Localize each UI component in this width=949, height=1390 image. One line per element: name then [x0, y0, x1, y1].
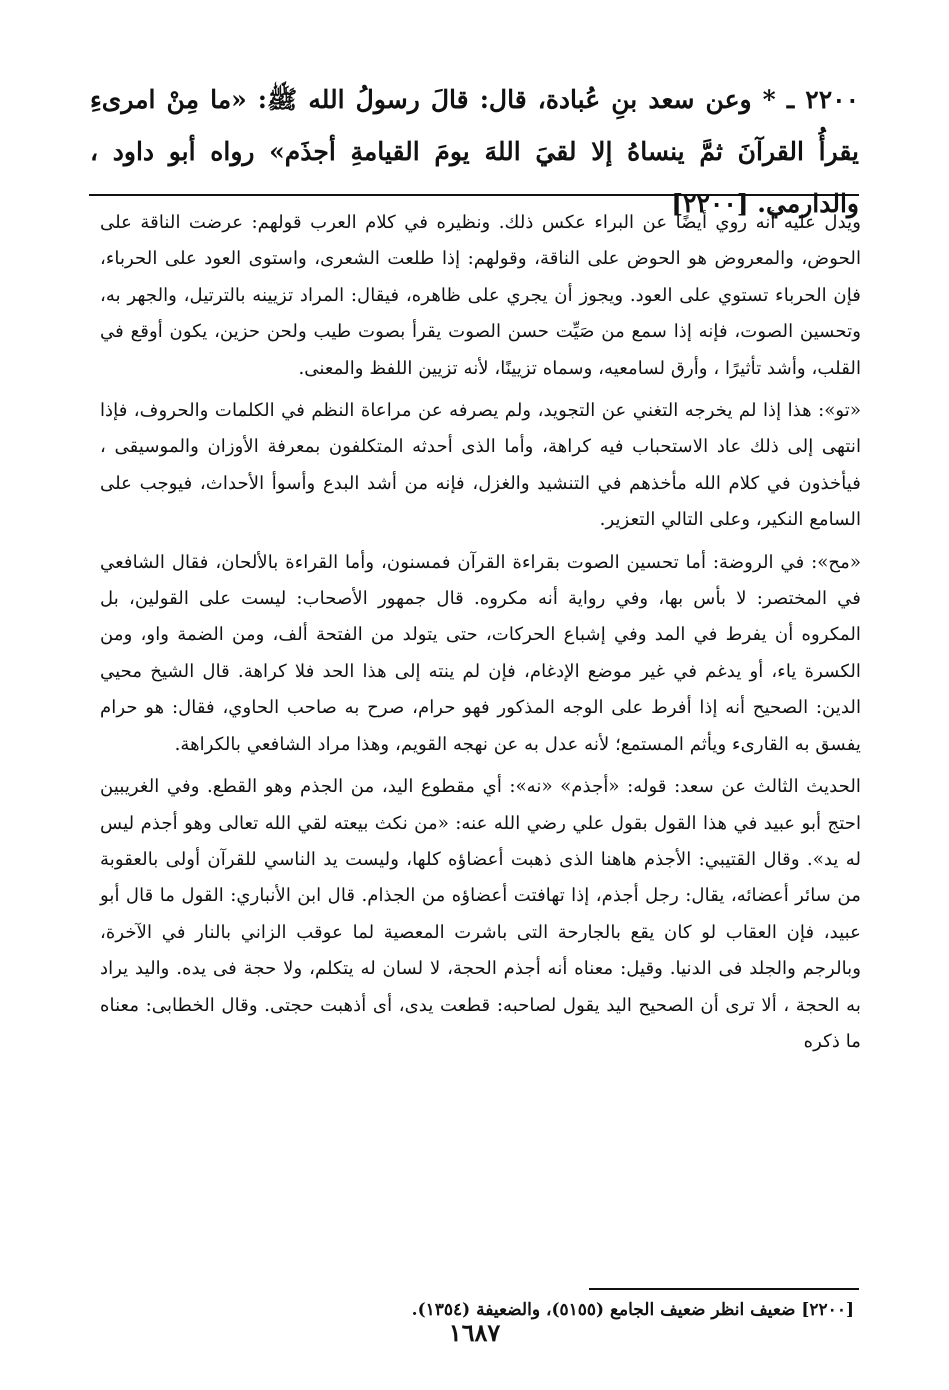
top-divider [89, 194, 859, 196]
footnote-divider [589, 1288, 859, 1290]
footnote: [٢٢٠٠] ضعيف انظر ضعيف الجامع (٥١٥٥)، والضعيفة (١٣٥٤). [411, 1300, 854, 1320]
hadith-text: ٢٢٠٠ ـ * وعن سعد بنِ عُبادة، قال: قالَ رسولُ الله ﷺ: «ما مِنْ امرىءِ يقرأُ القرآنَ ثمَّ ينساهُ إلا لقيَ اللهَ يومَ القيامةِ أجذَم» رواه أبو داود ، والدارمي. [٢٢٠٠] [90, 85, 859, 218]
commentary-paragraph-1: ويدل عليه أنه روي أيضًا عن البراء عكس ذلك. ونظيره في كلام العرب قولهم: عرضت الناقة على الحوض، والمعروض هو الحوض على الناقة، وقولهم: إذا طلعت الشعرى، واستوى العود على الحرباء، فإن الحرباء تستوي على العود. ويجوز أن يجري على ظاهره، فيقال: المراد تزيينه بالترتيل، والجهر به، وتحسين الصوت، فإنه إذا سمع من صَيِّت حسن الصوت يقرأ بصوت طيب ولحن حزين، يكون أوقع في القلب، وأشد تأثيرًا ، وأرق لسامعيه، وسماه تزيينًا، لأنه تزيين اللفظ والمعنى. [100, 212, 861, 379]
commentary-paragraph-3: «مح»: في الروضة: أما تحسين الصوت بقراءة القرآن فمسنون، وأما القراءة بالألحان، فقال الشافعي في المختصر: لا بأس بها، وفي رواية أنه مكروه. قال جمهور الأصحاب: ليست على القولين، بل المكروه أن يفرط في المد وفي إشباع الحركات، حتى يتولد من الفتحة ألف، ومن الضمة واو، ومن الكسرة ياء، أو يدغم في غير موضع الإدغام، فإن لم ينته إلى هذا الحد فلا كراهة. قال الشيخ محيي الدين: الصحيح أنه إذا أفرط على الوجه المذكور فهو حرام، صرح به صاحب الحاوي، فقال: هو حرام يفسق به القارىء ويأثم المستمع؛ لأنه عدل به عن نهجه القويم، وهذا مراد الشافعي بالكراهة. [100, 551, 861, 755]
commentary-body [100, 205, 861, 1066]
commentary-paragraph-4: الحديث الثالث عن سعد: قوله: «أجذم» «نه»: أي مقطوع اليد، من الجذم وهو القطع. وفي الغريبين احتج أبو عبيد في هذا القول بقول علي رضي الله عنه: «من نكث بيعته لقي الله تعالى وهو أجذم ليس له يد». وقال القتيبي: الأجذم هاهنا الذى ذهبت أعضاؤه كلها، وليست يد الناسي للقرآن أولى بالعقوبة من سائر أعضائه، يقال: رجل أجذم، إذا تهافتت أعضاؤه من الجذام. قال ابن الأنباري: القول ما قال أبو عبيد، فإن العقاب لو كان يقع بالجارحة التى باشرت المعصية لما عوقب الزاني بالنار في الآخرة، وبالرجم والجلد فى الدنيا. وقيل: معناه أنه أجذم الحجة، لا لسان له يتكلم، ولا حجة فى يده. واليد يراد به الحجة ، ألا ترى أن الصحيح اليد يقول لصاحبه: قطعت يدى، أى أذهبت حجتى. وقال الخطابى: معناه ما ذكره [100, 776, 861, 1052]
commentary-paragraph-2: «تو»: هذا إذا لم يخرجه التغني عن التجويد، ولم يصرفه عن مراعاة النظم في الكلمات والحروف، فإذا انتهى إلى ذلك عاد الاستحباب فيه كراهة، وأما الذى أحدثه المتكلفون بمعرفة الأوزان والموسيقى ، فيأخذون في كلام الله مأخذهم في التنشيد والغزل، فإنه من أشد البدع وأسوأ الأحداث، فيوجب على السامع النكير، وعلى التالي التعزير. [100, 400, 861, 531]
page-number: ١٦٨٧ [448, 1318, 501, 1347]
